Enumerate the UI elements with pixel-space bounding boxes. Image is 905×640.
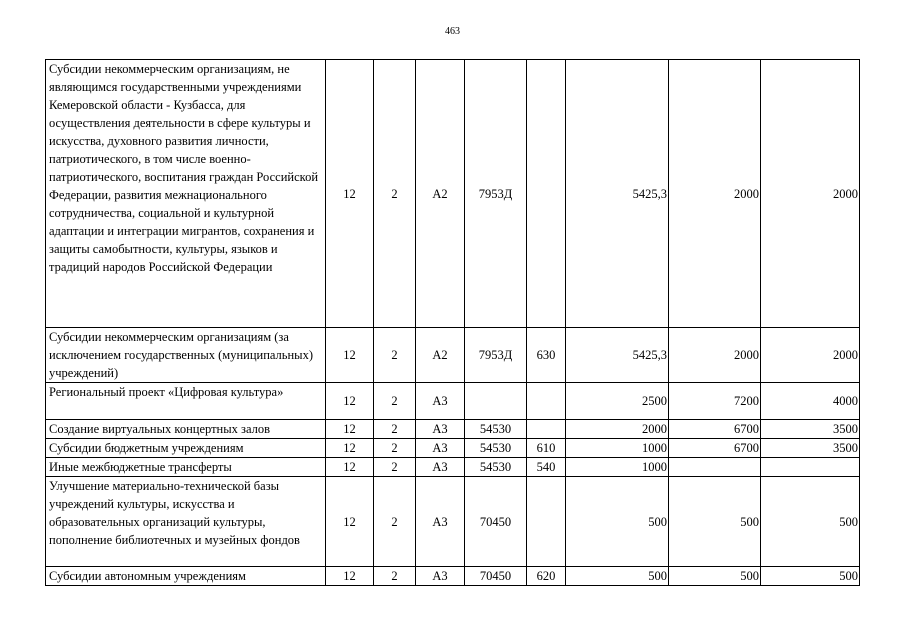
direction-code bbox=[465, 383, 527, 420]
section-code: 12 bbox=[326, 60, 374, 328]
program-code: А3 bbox=[416, 458, 465, 477]
subsection-code: 2 bbox=[374, 383, 416, 420]
section-code: 12 bbox=[326, 383, 374, 420]
row-name: Субсидии некоммерческим организациям (за исключением государственных (муниципальных) учреждений) bbox=[46, 328, 326, 383]
amount-3 bbox=[761, 458, 860, 477]
budget-table bbox=[45, 59, 860, 586]
section-code: 12 bbox=[326, 458, 374, 477]
section-code: 12 bbox=[326, 567, 374, 586]
amount-2: 7200 bbox=[669, 383, 761, 420]
row-name: Создание виртуальных концертных залов bbox=[46, 420, 326, 439]
amount-3: 4000 bbox=[761, 383, 860, 420]
expense-type-code bbox=[527, 477, 566, 567]
subsection-code: 2 bbox=[374, 420, 416, 439]
amount-3: 500 bbox=[761, 567, 860, 586]
direction-code: 70450 bbox=[465, 477, 527, 567]
amount-3: 3500 bbox=[761, 420, 860, 439]
amount-1: 2000 bbox=[566, 420, 669, 439]
subsection-code: 2 bbox=[374, 567, 416, 586]
expense-type-code bbox=[527, 60, 566, 328]
row-name: Региональный проект «Цифровая культура» bbox=[46, 383, 326, 420]
direction-code: 54530 bbox=[465, 420, 527, 439]
amount-2: 2000 bbox=[669, 60, 761, 328]
subsection-code: 2 bbox=[374, 439, 416, 458]
amount-2: 6700 bbox=[669, 439, 761, 458]
expense-type-code: 610 bbox=[527, 439, 566, 458]
table-row bbox=[46, 567, 860, 586]
row-name: Иные межбюджетные трансферты bbox=[46, 458, 326, 477]
direction-code: 70450 bbox=[465, 567, 527, 586]
amount-3: 2000 bbox=[761, 60, 860, 328]
direction-code: 54530 bbox=[465, 439, 527, 458]
amount-2: 500 bbox=[669, 567, 761, 586]
table-row bbox=[46, 477, 860, 567]
subsection-code: 2 bbox=[374, 328, 416, 383]
amount-3: 3500 bbox=[761, 439, 860, 458]
section-code: 12 bbox=[326, 420, 374, 439]
expense-type-code: 630 bbox=[527, 328, 566, 383]
expense-type-code: 620 bbox=[527, 567, 566, 586]
amount-2: 500 bbox=[669, 477, 761, 567]
table-row bbox=[46, 439, 860, 458]
program-code: А2 bbox=[416, 60, 465, 328]
table-row bbox=[46, 420, 860, 439]
amount-2: 6700 bbox=[669, 420, 761, 439]
expense-type-code bbox=[527, 420, 566, 439]
program-code: А3 bbox=[416, 567, 465, 586]
subsection-code: 2 bbox=[374, 477, 416, 567]
subsection-code: 2 bbox=[374, 458, 416, 477]
amount-1: 1000 bbox=[566, 458, 669, 477]
section-code: 12 bbox=[326, 328, 374, 383]
direction-code: 7953Д bbox=[465, 328, 527, 383]
amount-1: 500 bbox=[566, 567, 669, 586]
expense-type-code bbox=[527, 383, 566, 420]
program-code: А3 bbox=[416, 439, 465, 458]
program-code: А2 bbox=[416, 328, 465, 383]
program-code: А3 bbox=[416, 477, 465, 567]
table-row bbox=[46, 383, 860, 420]
expense-type-code: 540 bbox=[527, 458, 566, 477]
row-name: Субсидии автономным учреждениям bbox=[46, 567, 326, 586]
row-name: Субсидии некоммерческим организациям, не являющимся государственными учреждениями Кемеровской области - Кузбасса, для осуществления деятельности в сфере культуры и искусства, духовного развития личности, патриотического, в том числе военно-патриотического, воспитания граждан Российской Федерации, развития межнационального сотрудничества, социальной и культурной адаптации и интеграции мигрантов, сохранения и защиты самобытности, культуры, языков и традиций народов Российской Федерации bbox=[46, 60, 326, 328]
amount-1: 5425,3 bbox=[566, 328, 669, 383]
row-name: Субсидии бюджетным учреждениям bbox=[46, 439, 326, 458]
section-code: 12 bbox=[326, 477, 374, 567]
amount-3: 500 bbox=[761, 477, 860, 567]
direction-code: 54530 bbox=[465, 458, 527, 477]
subsection-code: 2 bbox=[374, 60, 416, 328]
amount-1: 5425,3 bbox=[566, 60, 669, 328]
amount-1: 1000 bbox=[566, 439, 669, 458]
section-code: 12 bbox=[326, 439, 374, 458]
program-code: А3 bbox=[416, 420, 465, 439]
amount-2: 2000 bbox=[669, 328, 761, 383]
amount-3: 2000 bbox=[761, 328, 860, 383]
amount-1: 500 bbox=[566, 477, 669, 567]
table-row bbox=[46, 60, 860, 328]
table-row bbox=[46, 458, 860, 477]
table-row bbox=[46, 328, 860, 383]
row-name: Улучшение материально-технической базы учреждений культуры, искусства и образовательных организаций культуры, пополнение библиотечных и музейных фондов bbox=[46, 477, 326, 567]
page-number: 463 bbox=[445, 26, 460, 37]
direction-code: 7953Д bbox=[465, 60, 527, 328]
amount-1: 2500 bbox=[566, 383, 669, 420]
amount-2 bbox=[669, 458, 761, 477]
program-code: А3 bbox=[416, 383, 465, 420]
